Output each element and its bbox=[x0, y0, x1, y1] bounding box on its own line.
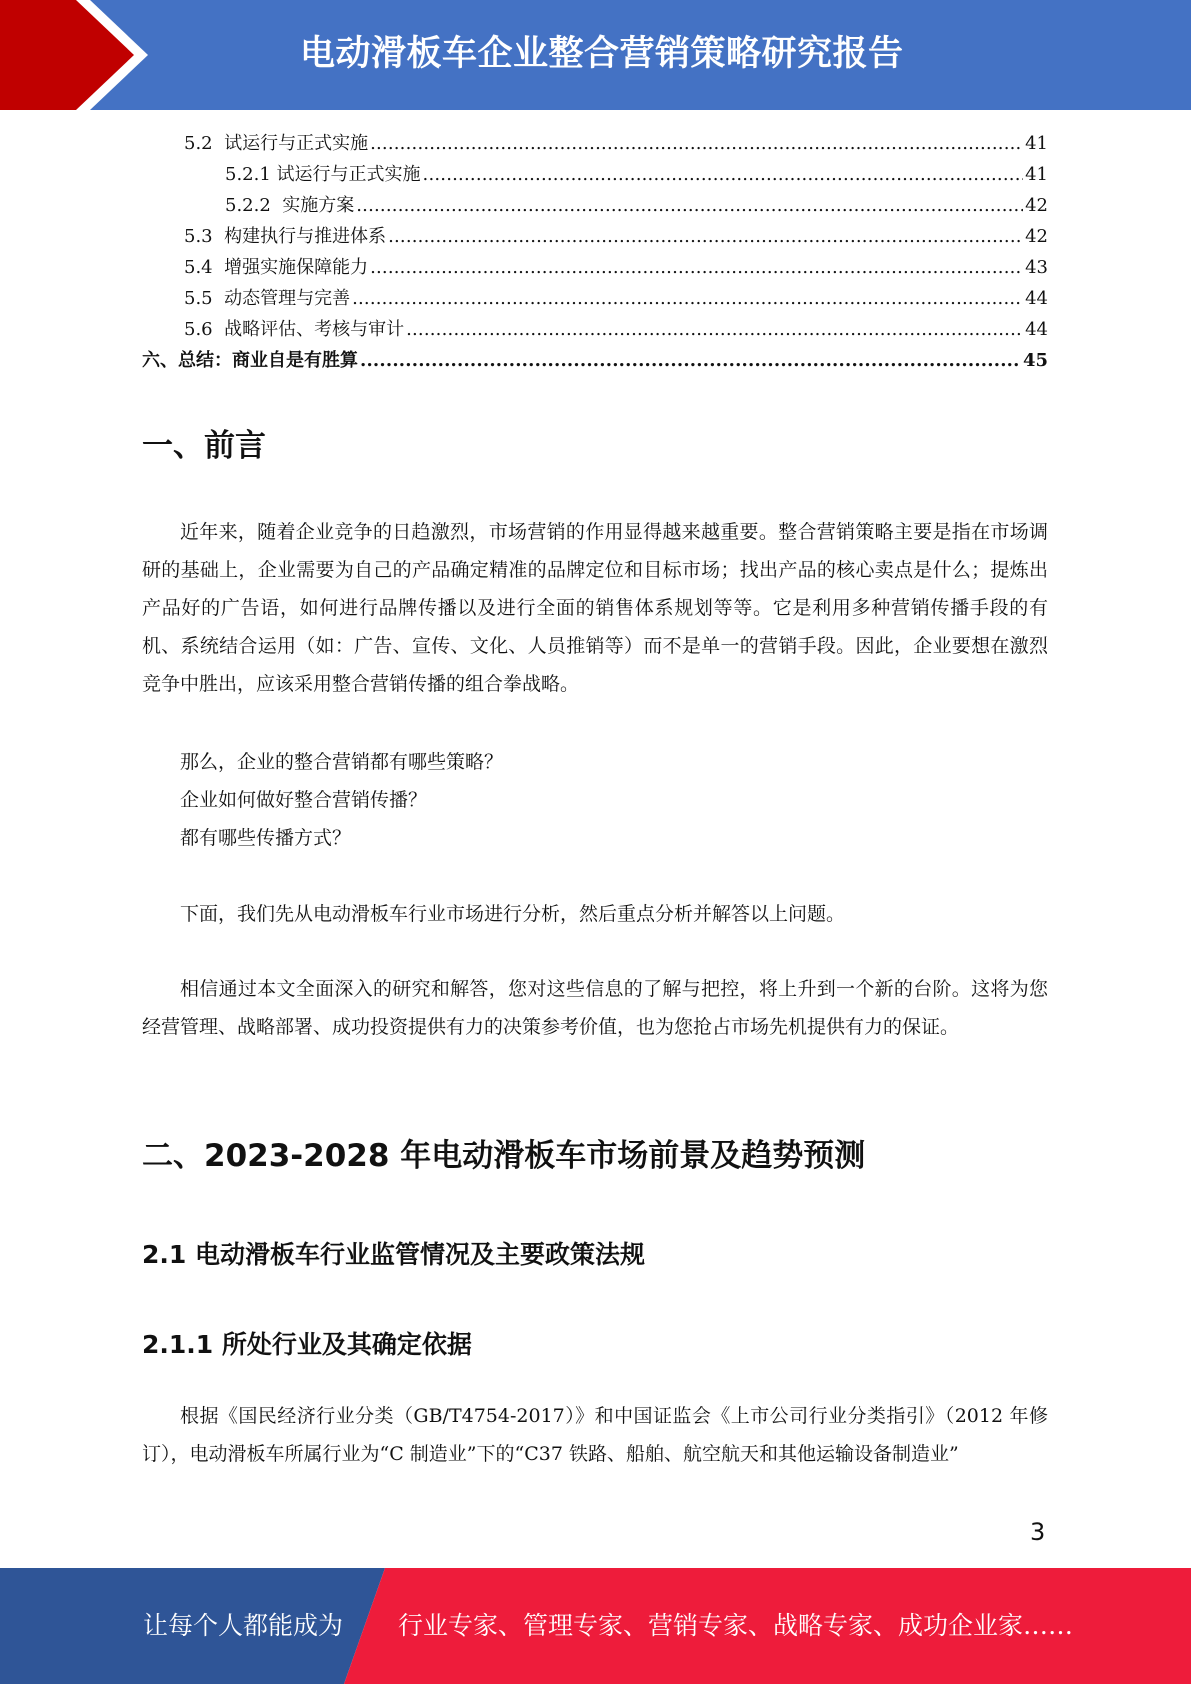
toc-entry-label: 5.3 构建执行与推进体系 bbox=[184, 226, 387, 247]
toc-entry[interactable] bbox=[142, 159, 1048, 190]
toc-leader-dots bbox=[370, 128, 1023, 159]
subsubsection-heading: 2.1.1 所处行业及其确定依据 bbox=[142, 1330, 472, 1359]
question-list bbox=[142, 743, 1048, 857]
question-line: 那么，企业的整合营销都有哪些策略？ bbox=[180, 751, 504, 773]
toc-entry[interactable] bbox=[142, 128, 1048, 159]
toc-entry-label: 5.5 动态管理与完善 bbox=[184, 288, 351, 309]
page-number: 3 bbox=[1030, 1518, 1046, 1546]
toc-entry-label: 六、总结：商业自是有胜算 bbox=[142, 350, 358, 371]
toc-leader-dots bbox=[423, 159, 1024, 190]
table-of-contents bbox=[142, 128, 1048, 376]
footer-slogan-right: 行业专家、管理专家、营销专家、战略专家、成功企业家…… bbox=[398, 1611, 1074, 1640]
toc-entry-page: 42 bbox=[1025, 195, 1048, 216]
toc-entry-page: 41 bbox=[1025, 133, 1048, 154]
closing-paragraph bbox=[142, 970, 1048, 1046]
toc-entry-label: 5.4 增强实施保障能力 bbox=[184, 257, 369, 278]
toc-entry[interactable] bbox=[142, 283, 1048, 314]
toc-entry-label: 5.2 试运行与正式实施 bbox=[184, 133, 369, 154]
toc-entry[interactable] bbox=[142, 221, 1048, 252]
classification-paragraph bbox=[142, 1397, 1048, 1473]
body-paragraph: 下面，我们先从电动滑板车行业市场进行分析，然后重点分析并解答以上问题。 bbox=[180, 903, 846, 925]
toc-leader-dots bbox=[370, 252, 1023, 283]
section-heading-preface: 一、前言 bbox=[142, 428, 266, 464]
toc-entry-page: 43 bbox=[1025, 257, 1048, 278]
transition-paragraph bbox=[142, 895, 1048, 933]
toc-entry-page: 44 bbox=[1025, 319, 1048, 340]
toc-entry[interactable] bbox=[142, 190, 1048, 221]
toc-entry[interactable] bbox=[142, 345, 1048, 376]
body-paragraph: 根据《国民经济行业分类（GB/T4754-2017）》和中国证监会《上市公司行业分类指引》（2012 年修订），电动滑板车所属行业为“C 制造业”下的“C37 铁路、船舶、航空航天和其他运输设备制造业” bbox=[142, 1405, 1048, 1465]
toc-entry-page: 44 bbox=[1025, 288, 1048, 309]
toc-leader-dots bbox=[406, 314, 1023, 345]
page-footer bbox=[0, 1568, 1191, 1684]
question-line: 都有哪些传播方式？ bbox=[180, 827, 352, 849]
body-paragraph: 相信通过本文全面深入的研究和解答，您对这些信息的了解与把控，将上升到一个新的台阶。这将为您经营管理、战略部署、成功投资提供有力的决策参考价值，也为您抢占市场先机提供有力的保证。 bbox=[142, 978, 1048, 1038]
toc-entry-page: 45 bbox=[1022, 350, 1048, 371]
toc-entry-label: 5.2.1 试运行与正式实施 bbox=[225, 164, 421, 185]
preface-paragraph bbox=[142, 513, 1048, 703]
subsection-heading: 2.1 电动滑板车行业监管情况及主要政策法规 bbox=[142, 1240, 645, 1269]
section-heading-forecast: 二、2023-2028 年电动滑板车市场前景及趋势预测 bbox=[142, 1138, 866, 1174]
toc-leader-dots bbox=[356, 190, 1023, 221]
toc-entry[interactable] bbox=[142, 252, 1048, 283]
toc-leader-dots bbox=[388, 221, 1023, 252]
toc-entry-page: 41 bbox=[1025, 164, 1048, 185]
body-paragraph: 近年来，随着企业竞争的日趋激烈，市场营销的作用显得越来越重要。整合营销策略主要是指在市场调研的基础上，企业需要为自己的产品确定精准的品牌定位和目标市场；找出产品的核心卖点是什么；提炼出产品好的广告语，如何进行品牌传播以及进行全面的销售体系规划等等。它是利用多种营销传播手段的有机、系统结合运用（如：广告、宣传、文化、人员推销等）而不是单一的营销手段。因此，企业要想在激烈竞争中胜出，应该采用整合营销传播的组合拳战略。 bbox=[142, 521, 1048, 695]
toc-entry-page: 42 bbox=[1025, 226, 1048, 247]
toc-leader-dots bbox=[352, 283, 1023, 314]
toc-entry[interactable] bbox=[142, 314, 1048, 345]
toc-entry-label: 5.2.2 实施方案 bbox=[225, 195, 355, 216]
toc-entry-label: 5.6 战略评估、考核与审计 bbox=[184, 319, 405, 340]
footer-slogan-left: 让每个人都能成为 bbox=[143, 1611, 344, 1640]
toc-leader-dots bbox=[360, 345, 1021, 376]
page-header bbox=[0, 0, 1191, 110]
question-line: 企业如何做好整合营销传播？ bbox=[180, 789, 428, 811]
header-title: 电动滑板车企业整合营销策略研究报告 bbox=[300, 34, 904, 74]
